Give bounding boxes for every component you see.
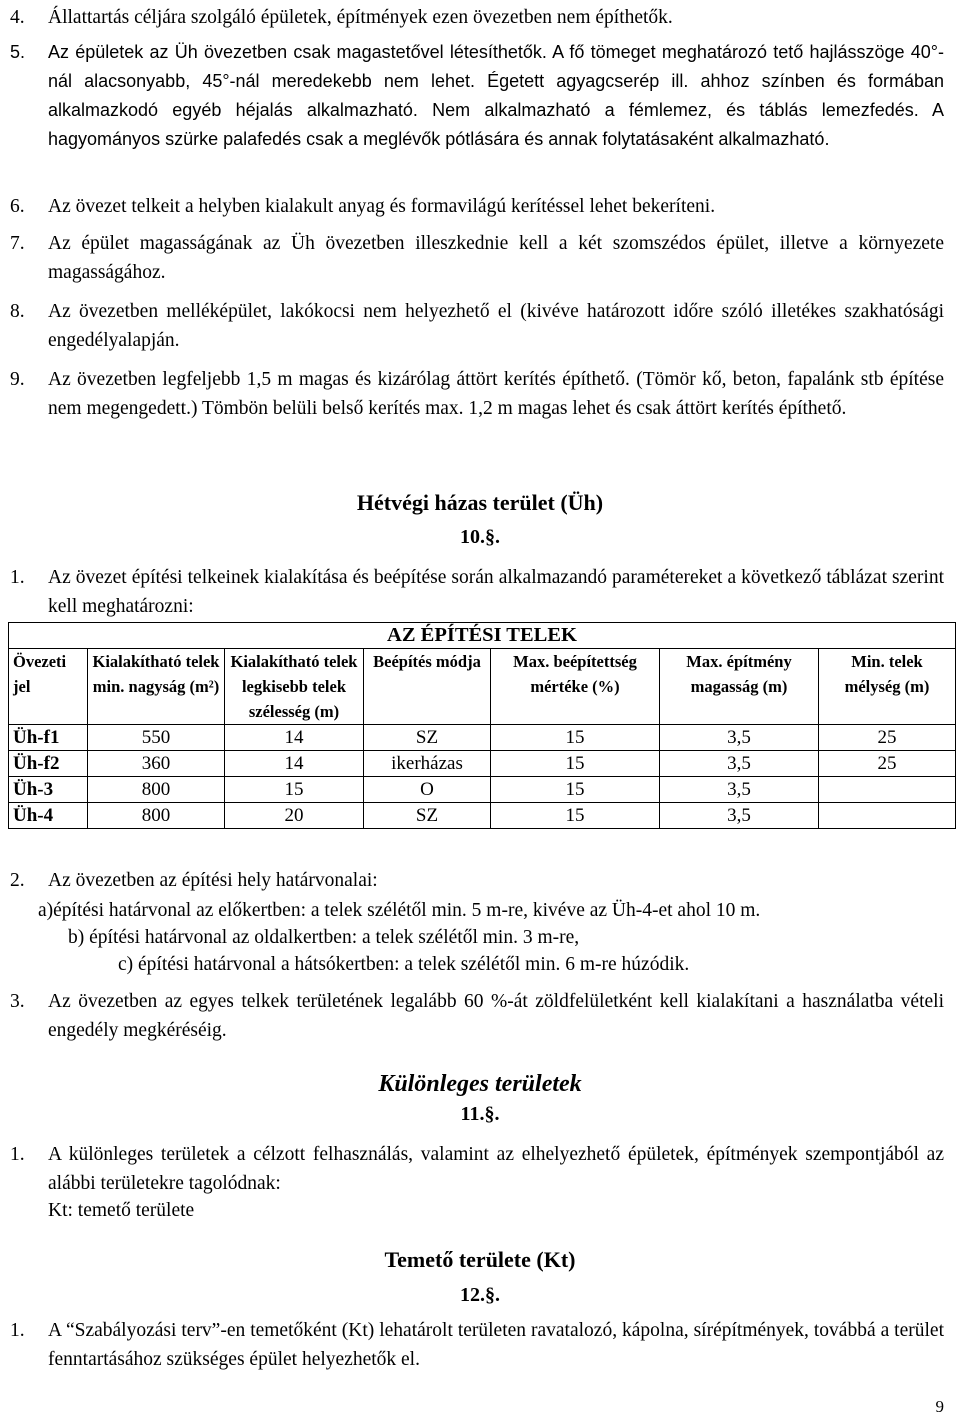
column-header: Max. beépítettség mértéke (%) (491, 649, 660, 725)
column-header: Övezeti jel (9, 649, 88, 725)
section-number: 10.§. (460, 526, 500, 548)
column-header: Kialakítható telek min. nagyság (m²) (88, 649, 225, 725)
building-lot-table (8, 622, 956, 829)
column-header: Beépítés módja (364, 649, 491, 725)
table-row: Üh-f2 360 14 ikerházas 15 3,5 25 (9, 751, 956, 777)
page-number: 9 (935, 1397, 944, 1416)
table-row: Üh-4 800 20 SZ 15 3,5 (9, 803, 956, 829)
table-row: Üh-3 800 15 O 15 3,5 (9, 777, 956, 803)
sub-item: a)építési határvonal az előkertben: a telek szélétől min. 5 m-re, kivéve az Üh-4-et ahol 10 m. (38, 900, 761, 921)
section-number: 11.§. (460, 1103, 500, 1125)
table-row: Üh-f1 550 14 SZ 15 3,5 25 (9, 725, 956, 751)
column-header: Min. telek mélység (m) (819, 649, 956, 725)
sub-item: c) építési határvonal a hátsókertben: a telek szélétől min. 6 m-re húzódik. (118, 954, 690, 975)
section-title: Különleges területek (378, 1071, 582, 1097)
table-header-row (9, 649, 956, 725)
column-header: Kialakítható telek legkisebb telek szélesség (m) (225, 649, 364, 725)
section-number: 12.§. (460, 1284, 500, 1306)
column-header: Max. építmény magasság (m) (660, 649, 819, 725)
section-title: Hétvégi házas terület (Üh) (356, 490, 604, 515)
table-caption-row (9, 623, 956, 649)
sub-item: b) építési határvonal az oldalkertben: a telek szélétől min. 3 m-re, (68, 927, 580, 948)
section-title: Temető területe (Kt) (384, 1247, 576, 1272)
table-caption: AZ ÉPÍTÉSI TELEK (9, 623, 956, 649)
list-item-extra: Kt: temető területe (48, 1200, 195, 1221)
